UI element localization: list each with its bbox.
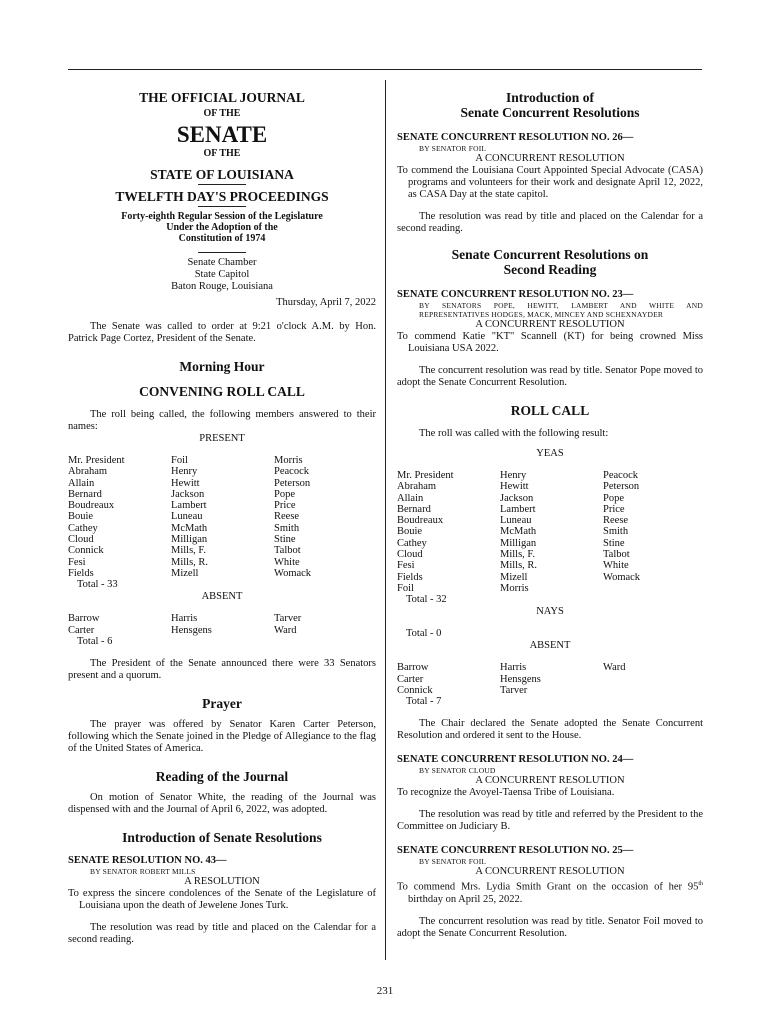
yeas-total: Total - 32 bbox=[406, 594, 447, 606]
scr26-title: SENATE CONCURRENT RESOLUTION NO. 26— bbox=[397, 132, 634, 143]
chamber-line: Senate Chamber bbox=[187, 257, 257, 268]
second-reading-heading-1: Senate Concurrent Resolutions on bbox=[451, 247, 649, 262]
right-column bbox=[397, 90, 703, 940]
reading-heading: Reading of the Journal bbox=[155, 768, 289, 784]
sr43-sponsor: BY SENATOR ROBERT MILLS bbox=[90, 866, 196, 876]
intro-scr-heading-2: Senate Concurrent Resolutions bbox=[460, 105, 640, 120]
member-name: Pope bbox=[603, 492, 624, 504]
member-name: Fields bbox=[68, 567, 94, 579]
member-name: Peterson bbox=[274, 477, 311, 489]
convening-roll-heading: CONVENING ROLL CALL bbox=[139, 384, 305, 399]
member-name: Mr. President bbox=[397, 470, 454, 481]
journal-date: Thursday, April 7, 2022 bbox=[276, 297, 376, 308]
intro-scr-heading-1: Introduction of bbox=[506, 90, 594, 105]
member-name: Cloud bbox=[68, 534, 94, 546]
member-name: Cathey bbox=[68, 522, 98, 534]
adopted-text: The Chair declared the Senate adopted the Senate Concurrent Resolution and ordered it sent to the House. bbox=[397, 718, 703, 742]
call-to-order: The Senate was called to order at 9:21 o'clock A.M. by Hon. Patrick Page Cortez, President of the Senate. bbox=[68, 321, 376, 344]
left-column bbox=[68, 90, 376, 946]
scr26-text: To commend the Louisiana Court Appointed Special Advocate (CASA) programs and volunteers for their work and designate April 12, 2022, as CASA Day at the state capitol. bbox=[397, 165, 703, 200]
column-divider bbox=[385, 80, 386, 960]
member-name: Boudreaux bbox=[68, 500, 115, 512]
member-name: Mills, R. bbox=[500, 560, 538, 572]
member-name: Connick bbox=[397, 684, 433, 696]
member-name: Harris bbox=[171, 613, 198, 625]
member-name: Milligan bbox=[500, 537, 537, 549]
member-name: Mills, F. bbox=[500, 549, 536, 561]
state-title: STATE OF LOUISIANA bbox=[150, 167, 294, 182]
second-reading-heading-2: Second Reading bbox=[503, 262, 597, 277]
scr25-superscript: th bbox=[698, 881, 703, 888]
member-name: Hewitt bbox=[171, 477, 200, 489]
reading-text: On motion of Senator White, the reading of the Journal was dispensed with and the Journal of April 6, 2022, was adopted. bbox=[68, 791, 376, 815]
member-name: Barrow bbox=[68, 613, 100, 625]
present-list bbox=[68, 455, 376, 579]
member-name: Talbot bbox=[274, 545, 301, 557]
present-label: PRESENT bbox=[199, 433, 245, 444]
header-rule-2 bbox=[198, 206, 246, 207]
member-name: Jackson bbox=[171, 488, 205, 500]
member-name: Bouie bbox=[68, 511, 94, 523]
member-name: Hensgens bbox=[171, 624, 212, 636]
scr26-kind: A CONCURRENT RESOLUTION bbox=[475, 153, 625, 164]
member-name: Carter bbox=[397, 673, 424, 685]
page-number: 231 bbox=[376, 985, 394, 997]
present-total: Total - 33 bbox=[77, 579, 118, 591]
member-name: Peacock bbox=[274, 466, 309, 478]
member-name bbox=[603, 583, 705, 594]
scr24-sponsor: BY SENATOR CLOUD bbox=[419, 766, 496, 776]
scr25-kind: A CONCURRENT RESOLUTION bbox=[475, 866, 625, 878]
scr23-sponsor: BY SENATORS POPE, HEWITT, LAMBERT AND WHITE AND REPRESENTATIVES HODGES, MACK, MINCEY AND SCHEXNAYDER bbox=[419, 301, 703, 319]
member-name: Price bbox=[603, 503, 625, 515]
member-name: Allain bbox=[397, 492, 424, 504]
member-name: Foil bbox=[171, 455, 188, 466]
journal-title: THE OFFICIAL JOURNAL bbox=[139, 90, 305, 105]
member-name: Smith bbox=[603, 526, 629, 538]
member-name: Barrow bbox=[397, 662, 429, 674]
member-name: Harris bbox=[500, 662, 527, 674]
member-name: Tarver bbox=[500, 684, 528, 696]
session-line: Forty-eighth Regular Session of the Legislature bbox=[121, 211, 323, 222]
day-title: TWELFTH DAY'S PROCEEDINGS bbox=[115, 189, 329, 204]
member-name: Smith bbox=[274, 522, 300, 534]
member-name: Mizell bbox=[171, 567, 199, 579]
scr23-action: The concurrent resolution was read by title. Senator Pope moved to adopt the Senate Concurrent Resolution. bbox=[397, 365, 703, 388]
header-rule bbox=[198, 184, 246, 185]
member-name: Mills, R. bbox=[171, 556, 209, 568]
member-name: Cloud bbox=[397, 549, 423, 561]
member-name: Hensgens bbox=[500, 673, 541, 685]
city-line: Baton Rouge, Louisiana bbox=[171, 281, 273, 292]
scr24-title: SENATE CONCURRENT RESOLUTION NO. 24— bbox=[397, 754, 634, 766]
member-name: McMath bbox=[171, 522, 208, 534]
member-name: Stine bbox=[274, 534, 296, 546]
member-name: Peacock bbox=[603, 470, 638, 481]
scr26-sponsor: BY SENATOR FOIL bbox=[419, 144, 487, 153]
sr43-title: SENATE RESOLUTION NO. 43— bbox=[68, 854, 227, 866]
member-name: Ward bbox=[603, 662, 626, 674]
member-name: Womack bbox=[603, 571, 641, 583]
member-name: Mills, F. bbox=[171, 545, 207, 557]
member-name: White bbox=[274, 556, 300, 568]
nays-total: Total - 0 bbox=[406, 628, 442, 640]
member-name: Fields bbox=[397, 571, 423, 583]
scr24-text: To recognize the Avoyel-Taensa Tribe of Louisiana. bbox=[397, 787, 615, 799]
scr25-text-b: birthday on April 25, 2022. bbox=[408, 893, 523, 905]
member-name: Bernard bbox=[68, 488, 102, 500]
member-name: Reese bbox=[274, 511, 300, 523]
absent-list-right bbox=[397, 662, 703, 696]
member-name: Pope bbox=[274, 488, 295, 500]
absent-total: Total - 6 bbox=[77, 635, 113, 647]
member-name: Peterson bbox=[603, 481, 640, 493]
quorum-text: The President of the Senate announced there were 33 Senators present and a quorum. bbox=[68, 657, 376, 681]
member-name: Connick bbox=[68, 545, 104, 557]
member-name: Luneau bbox=[500, 515, 532, 527]
prayer-text: The prayer was offered by Senator Karen Carter Peterson, following which the Senate joined in the Pledge of Allegiance to the flag of the United States of America. bbox=[68, 718, 376, 754]
absent-total-right: Total - 7 bbox=[406, 696, 442, 708]
scr25-title: SENATE CONCURRENT RESOLUTION NO. 25— bbox=[397, 845, 634, 857]
sr43-kind: A RESOLUTION bbox=[184, 875, 260, 887]
absent-label-right: ABSENT bbox=[529, 640, 571, 652]
member-name: Mr. President bbox=[68, 455, 125, 466]
member-name: Luneau bbox=[171, 511, 203, 523]
member-name bbox=[603, 674, 705, 685]
top-rule bbox=[68, 69, 702, 70]
member-name: Fesi bbox=[68, 556, 86, 568]
scr24-kind: A CONCURRENT RESOLUTION bbox=[475, 775, 625, 787]
intro-resolutions-heading: Introduction of Senate Resolutions bbox=[122, 829, 322, 845]
member-name: Reese bbox=[603, 515, 629, 527]
member-name: Hewitt bbox=[500, 481, 529, 493]
senate-title: SENATE bbox=[176, 122, 268, 147]
member-name: Henry bbox=[500, 470, 527, 481]
morning-hour-heading: Morning Hour bbox=[179, 359, 265, 374]
header-rule-3 bbox=[198, 252, 246, 253]
roll-call-intro: The roll was called with the following result: bbox=[419, 428, 609, 439]
member-name: Cathey bbox=[397, 537, 427, 549]
scr25-text-a: To commend Mrs. Lydia Smith Grant on the occasion of her 95 bbox=[397, 881, 699, 893]
of-the-label-2: OF THE bbox=[203, 148, 241, 159]
nays-label: NAYS bbox=[536, 606, 564, 618]
scr23-text: To commend Katie "KT" Scannell (KT) for being crowned Miss Louisiana USA 2022. bbox=[397, 331, 703, 354]
scr25-sponsor: BY SENATOR FOIL bbox=[419, 857, 487, 867]
adoption-line: Under the Adoption of the bbox=[166, 222, 278, 233]
member-name: Lambert bbox=[500, 503, 536, 515]
member-name: Bernard bbox=[397, 503, 431, 515]
member-name: McMath bbox=[500, 526, 537, 538]
member-name: Boudreaux bbox=[397, 515, 444, 527]
absent-list bbox=[68, 613, 376, 636]
member-name bbox=[603, 685, 705, 696]
member-name: Price bbox=[274, 500, 296, 512]
member-name: Womack bbox=[274, 567, 312, 579]
member-name: Lambert bbox=[171, 500, 207, 512]
prayer-heading: Prayer bbox=[202, 695, 242, 711]
roll-call-heading: ROLL CALL bbox=[510, 403, 590, 418]
member-name: Fesi bbox=[397, 560, 415, 572]
constitution-line: Constitution of 1974 bbox=[178, 233, 266, 244]
member-name: Mizell bbox=[500, 571, 528, 583]
member-name: Abraham bbox=[397, 481, 437, 493]
member-name: Morris bbox=[500, 582, 529, 594]
member-name: Allain bbox=[68, 477, 95, 489]
member-name: Bouie bbox=[397, 526, 423, 538]
scr26-action: The resolution was read by title and placed on the Calendar for a second reading. bbox=[397, 211, 703, 234]
member-name: Abraham bbox=[68, 466, 108, 478]
scr24-action: The resolution was read by title and referred by the President to the Committee on Judiciary B. bbox=[397, 809, 703, 833]
member-name: Stine bbox=[603, 537, 625, 549]
scr25-action: The concurrent resolution was read by title. Senator Foil moved to adopt the Senate Concurrent Resolution. bbox=[397, 915, 703, 939]
yeas-label: YEAS bbox=[536, 448, 564, 459]
member-name: Foil bbox=[397, 582, 414, 594]
sr43-text: To express the sincere condolences of the Senate of the Legislature of Louisiana upon the death of Jewelene Jones Turk. bbox=[68, 887, 376, 911]
of-the-label: OF THE bbox=[203, 108, 241, 119]
capitol-line: State Capitol bbox=[194, 269, 250, 280]
member-name: White bbox=[603, 560, 629, 572]
member-name: Jackson bbox=[500, 492, 534, 504]
member-name: Ward bbox=[274, 624, 297, 636]
absent-label: ABSENT bbox=[201, 591, 243, 603]
member-name: Morris bbox=[274, 455, 303, 466]
member-name: Henry bbox=[171, 466, 198, 478]
roll-intro: The roll being called, the following members answered to their names: bbox=[68, 409, 376, 432]
scr23-title: SENATE CONCURRENT RESOLUTION NO. 23— bbox=[397, 289, 634, 300]
member-name: Carter bbox=[68, 624, 95, 636]
member-name: Talbot bbox=[603, 549, 630, 561]
scr25-text bbox=[397, 878, 703, 906]
yeas-list bbox=[397, 470, 703, 594]
sr43-action: The resolution was read by title and placed on the Calendar for a second reading. bbox=[68, 921, 376, 945]
member-name: Milligan bbox=[171, 534, 208, 546]
member-name: Tarver bbox=[274, 613, 302, 625]
scr23-kind: A CONCURRENT RESOLUTION bbox=[475, 319, 625, 330]
